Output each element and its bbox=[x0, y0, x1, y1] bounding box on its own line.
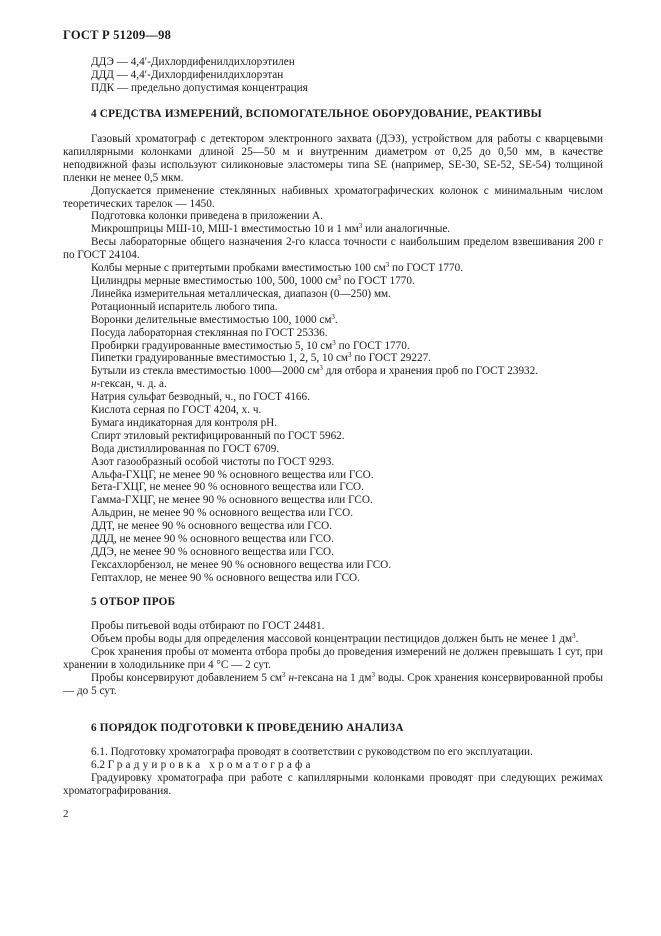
paragraph: Весы лабораторные общего назначения 2-го класса точности с наибольшим пределом взвешивания 200 г по ГОСТ 24104. bbox=[63, 236, 603, 262]
paragraph: Цилиндры мерные вместимостью 100, 500, 1000 $см^3$ по ГОСТ 1770. bbox=[91, 273, 415, 287]
paragraph: Пробы консервируют добавлением 5 $см^3$ н-гексана на 1 $дм^3$ воды. Срок хранения консервированной пробы — до 5 сут. bbox=[63, 670, 603, 697]
section-5-title: 5 ОТБОР ПРОБ bbox=[91, 596, 176, 608]
paragraph: Вода дистиллированная по ГОСТ 6709. bbox=[91, 442, 280, 455]
paragraph: Градуировку хроматографа при работе с капиллярными колонками проводят при следующих режимах хроматографирования. bbox=[63, 771, 603, 797]
paragraph: Кислота серная по ГОСТ 4204, х. ч. bbox=[91, 404, 262, 417]
paragraph: Спирт этиловый ректифицированный по ГОСТ 5962. bbox=[91, 429, 345, 442]
section-6-body bbox=[63, 746, 603, 798]
paragraph: Воронки делительные вместимостью 100, 1000 $см^3$. bbox=[91, 312, 338, 326]
abbreviation-pdk: ПДК — предельно допустимая концентрация bbox=[91, 81, 308, 94]
section-6-title: 6 ПОРЯДОК ПОДГОТОВКИ К ПРОВЕДЕНИЮ АНАЛИЗА bbox=[91, 722, 404, 734]
paragraph: Колбы мерные с притертыми пробками вместимостью 100 $см^3$ по ГОСТ 1770. bbox=[91, 261, 464, 275]
paragraph: Бумага индикаторная для контроля pH. bbox=[91, 416, 278, 429]
paragraph: 6.2 Градуировка хроматографа bbox=[91, 758, 314, 771]
page-number: 2 bbox=[63, 808, 69, 820]
paragraph: Срок хранения пробы от момента отбора пробы до проведения измерений не должен превышать 1 сут, при хранении в холодильнике при 4 °С — 2 сут. bbox=[63, 645, 603, 671]
paragraph: Азот газообразный особой чистоты по ГОСТ 9293. bbox=[91, 455, 335, 468]
paragraph: н-гексан, ч. д. а. bbox=[91, 378, 167, 391]
paragraph: Допускается применение стеклянных набивных хроматографических колонок с минимальным числом теоретических тарелок — 1450. bbox=[63, 184, 603, 210]
paragraph: Ротационный испаритель любого типа. bbox=[91, 300, 278, 313]
paragraph: Бутыли из стекла вместимостью 1000—2000 $см^3$ для отбора и хранения проб по ГОСТ 23932. bbox=[91, 364, 539, 378]
paragraph: Пробирки градуированные вместимостью 5, 10 $см^3$ по ГОСТ 1770. bbox=[91, 338, 410, 352]
paragraph: ДДТ, не менее 90 % основного вещества или ГСО. bbox=[91, 520, 332, 533]
section-4-body bbox=[63, 133, 603, 585]
paragraph: Гамма-ГХЦГ, не менее 90 % основного вещества или ГСО. bbox=[91, 494, 373, 507]
paragraph: Альфа-ГХЦГ, не менее 90 % основного вещества или ГСО. bbox=[91, 468, 374, 481]
paragraph: Бета-ГХЦГ, не менее 90 % основного вещества или ГСО. bbox=[91, 481, 364, 494]
paragraph: 6.1. Подготовку хроматографа проводят в соответствии с руководством по его эксплуатации. bbox=[91, 746, 533, 758]
paragraph: Альдрин, не менее 90 % основного вещества или ГСО. bbox=[91, 507, 354, 520]
paragraph: ДДЭ, не менее 90 % основного вещества или ГСО. bbox=[91, 546, 334, 558]
abbreviations-list bbox=[63, 56, 603, 95]
paragraph: Гексахлорбензол, не менее 90 % основного вещества или ГСО. bbox=[91, 558, 392, 571]
paragraph: Микрошприцы МШ-10, МШ-1 вместимостью 10 и 1 $мм^3$ или аналогичные. bbox=[91, 222, 451, 236]
paragraph: Объем пробы воды для определения массовой концентрации пестицидов должен быть не менее 1 $дм^3$. bbox=[91, 631, 579, 645]
abbreviation-ddd: ДДД — 4,4′-Дихлордифенилдихлорэтан bbox=[91, 68, 284, 81]
paragraph: Гептахлор, не менее 90 % основного вещества или ГСО. bbox=[91, 571, 360, 584]
paragraph: Посуда лабораторная стеклянная по ГОСТ 25336. bbox=[91, 326, 328, 339]
paragraph: Газовый хроматограф с детектором электронного захвата (ДЭЗ), устройством для работы с кварцевыми капиллярными колонками длиной 25—50 м и внутренним диаметром от 0,25 до 0,50 мм, в качестве неподвижной фазы используют силиконовые эластомеры типа SE (например, SE-30, SE-52, SE-54) толщиной пленки не менее 0,5 мкм. bbox=[63, 133, 603, 184]
paragraph: Пробы питьевой воды отбирают по ГОСТ 24481. bbox=[91, 620, 325, 632]
standard-header: ГОСТ Р 51209—98 bbox=[63, 28, 172, 42]
section-4-title: 4 СРЕДСТВА ИЗМЕРЕНИЙ, ВСПОМОГАТЕЛЬНОЕ ОБОРУДОВАНИЕ, РЕАКТИВЫ bbox=[91, 108, 542, 120]
paragraph: Пипетки градуированные вместимостью 1, 2, 5, 10 $см^3$ по ГОСТ 29227. bbox=[91, 351, 431, 365]
paragraph: Натрия сульфат безводный, ч., по ГОСТ 4166. bbox=[91, 391, 310, 404]
paragraph: ДДД, не менее 90 % основного вещества или ГСО. bbox=[91, 533, 334, 546]
paragraph: Подготовка колонки приведена в приложении А. bbox=[91, 210, 323, 223]
section-5-body bbox=[63, 620, 603, 697]
paragraph: Линейка измерительная металлическая, диапазон (0—250) мм. bbox=[91, 287, 391, 300]
abbreviation-dde: ДДЭ — 4,4′-Дихлордифенилдихлорэтилен bbox=[91, 56, 295, 68]
